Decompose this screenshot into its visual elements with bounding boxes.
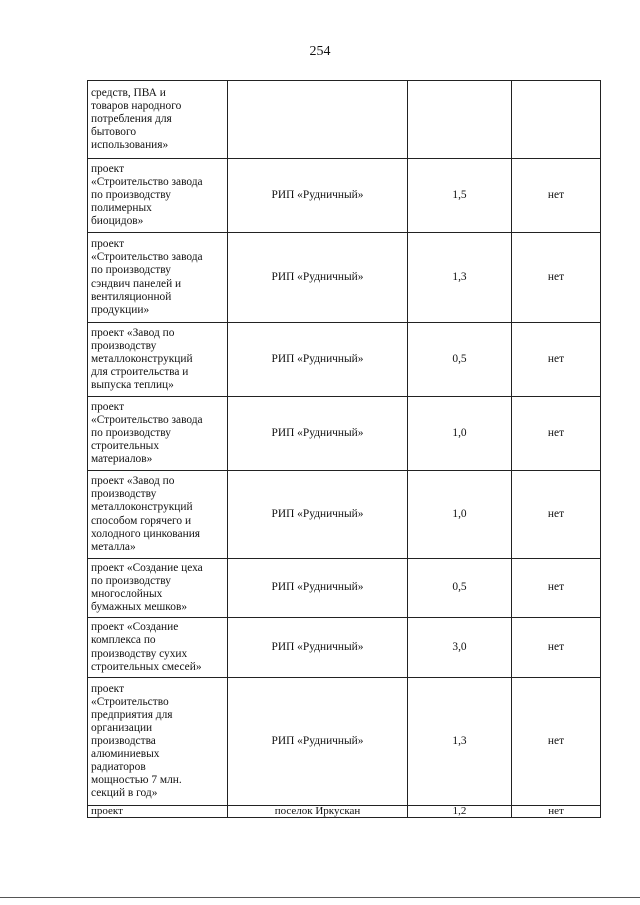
location-cell: РИП «Рудничный» (228, 471, 408, 559)
table-row (88, 159, 601, 233)
project-name-cell: проект «Строительство предприятия для организации производства алюминиевых радиаторов мощностью 7 млн. секций в год» (88, 678, 228, 806)
flag-cell: нет (512, 559, 601, 618)
location-cell: РИП «Рудничный» (228, 618, 408, 678)
project-name-cell: проект «Строительство завода по производству строительных материалов» (88, 397, 228, 471)
table-row (88, 81, 601, 159)
project-name-cell: проект «Завод по производству металлоконструкций способом горячего и холодного цинкования металла» (88, 471, 228, 559)
flag-cell: нет (512, 678, 601, 806)
flag-cell: нет (512, 618, 601, 678)
flag-cell: нет (512, 806, 601, 818)
project-name-cell: проект (88, 806, 228, 818)
flag-cell: нет (512, 323, 601, 397)
location-cell: поселок Иркускан (228, 806, 408, 818)
flag-cell: нет (512, 471, 601, 559)
flag-cell: нет (512, 397, 601, 471)
location-cell: РИП «Рудничный» (228, 323, 408, 397)
project-name-cell: проект «Создание цеха по производству многослойных бумажных мешков» (88, 559, 228, 618)
table-row (88, 471, 601, 559)
location-cell (228, 81, 408, 159)
flag-cell: нет (512, 159, 601, 233)
value-cell (408, 81, 512, 159)
table-row (88, 233, 601, 323)
value-cell: 1,5 (408, 159, 512, 233)
value-cell: 3,0 (408, 618, 512, 678)
location-cell: РИП «Рудничный» (228, 233, 408, 323)
value-cell: 1,0 (408, 397, 512, 471)
page-number: 254 (309, 44, 331, 59)
value-cell: 1,3 (408, 678, 512, 806)
flag-cell: нет (512, 233, 601, 323)
project-name-cell: проект «Завод по производству металлоконструкций для строительства и выпуска теплиц» (88, 323, 228, 397)
table-row (88, 618, 601, 678)
table-row (88, 559, 601, 618)
location-cell: РИП «Рудничный» (228, 678, 408, 806)
table-row (88, 678, 601, 806)
location-cell: РИП «Рудничный» (228, 159, 408, 233)
value-cell: 0,5 (408, 559, 512, 618)
flag-cell (512, 81, 601, 159)
project-name-cell: проект «Строительство завода по производству полимерных биоцидов» (88, 159, 228, 233)
location-cell: РИП «Рудничный» (228, 559, 408, 618)
project-name-cell: проект «Создание комплекса по производству сухих строительных смесей» (88, 618, 228, 678)
project-name-cell: проект «Строительство завода по производству сэндвич панелей и вентиляционной продукции» (88, 233, 228, 323)
value-cell: 1,0 (408, 471, 512, 559)
location-cell: РИП «Рудничный» (228, 397, 408, 471)
table-row (88, 323, 601, 397)
project-name-cell: средств, ПВА и товаров народного потребления для бытового использования» (88, 81, 228, 159)
projects-table (87, 80, 601, 818)
value-cell: 1,3 (408, 233, 512, 323)
page-bottom-rule (0, 897, 640, 898)
table-row (88, 397, 601, 471)
value-cell: 1,2 (408, 806, 512, 818)
value-cell: 0,5 (408, 323, 512, 397)
table-row (88, 806, 601, 818)
